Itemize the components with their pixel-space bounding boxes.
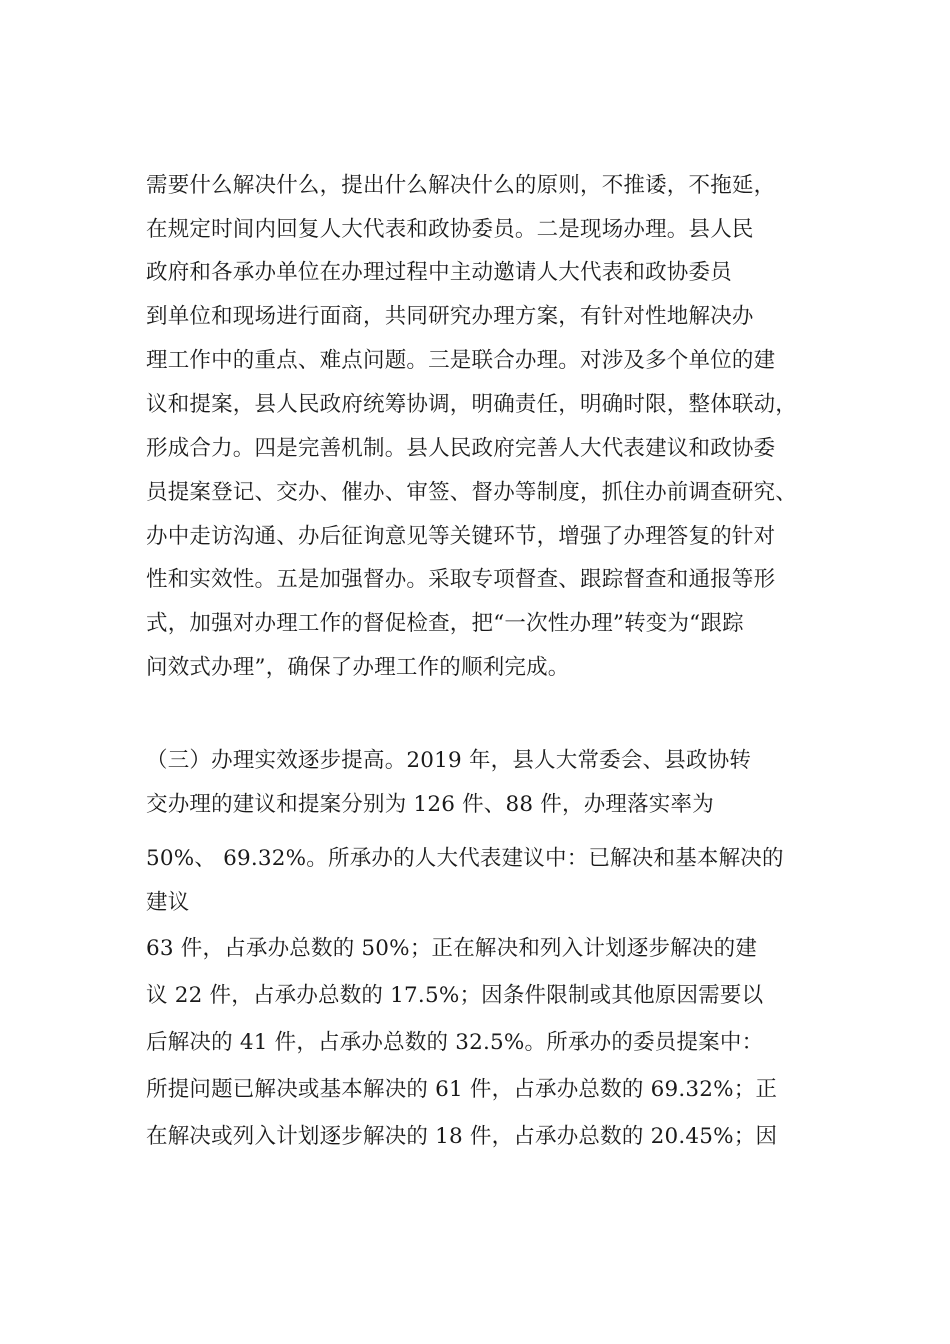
text-line: 形成合力。四是完善机制。县人民政府完善人大代表建议和政协委	[146, 436, 776, 461]
text-line: 63 件，占承办总数的 50%；正在解决和列入计划逐步解决的建	[146, 936, 758, 961]
text-line: 办中走访沟通、办后征询意见等关键环节，增强了办理答复的针对	[146, 524, 776, 549]
text-line: 员提案登记、交办、催办、审签、督办等制度，抓住办前调查研究、	[146, 480, 798, 505]
text-line: 理工作中的重点、难点问题。三是联合办理。对涉及多个单位的建	[146, 348, 776, 373]
text-line: 议和提案，县人民政府统筹协调，明确责任，明确时限，整体联动，	[146, 392, 798, 417]
text-line: 式，加强对办理工作的督促检查，把“一次性办理”转变为“跟踪	[146, 611, 744, 636]
text-line: 后解决的 41 件，占承办总数的 32.5%。所承办的委员提案中：	[146, 1030, 764, 1055]
text-line: 需要什么解决什么，提出什么解决什么的原则，不推诿，不拖延，	[146, 173, 776, 198]
text-line: 政府和各承办单位在办理过程中主动邀请人大代表和政协委员	[146, 260, 732, 285]
text-line: 在解决或列入计划逐步解决的 18 件，占承办总数的 20.45%；因	[146, 1124, 778, 1149]
text-line: 到单位和现场进行面商，共同研究办理方案，有针对性地解决办	[146, 304, 754, 329]
text-line: 议 22 件，占承办总数的 17.5%；因条件限制或其他原因需要以	[146, 983, 764, 1008]
text-line: 性和实效性。五是加强督办。采取专项督查、跟踪督查和通报等形	[146, 567, 776, 592]
text-line: 交办理的建议和提案分别为 126 件、88 件，办理落实率为	[146, 792, 714, 817]
text-line: 50%、 69.32%。所承办的人大代表建议中：已解决和基本解决的	[146, 846, 784, 871]
section-heading-line: （三）办理实效逐步提高。2019 年，县人大常委会、县政协转	[146, 748, 752, 773]
text-line: 在规定时间内回复人大代表和政协委员。二是现场办理。县人民	[146, 217, 754, 242]
text-line: 建议	[146, 890, 190, 915]
text-line: 问效式办理”，确保了办理工作的顺利完成。	[146, 655, 570, 680]
text-line: 所提问题已解决或基本解决的 61 件，占承办总数的 69.32%；正	[146, 1077, 778, 1102]
